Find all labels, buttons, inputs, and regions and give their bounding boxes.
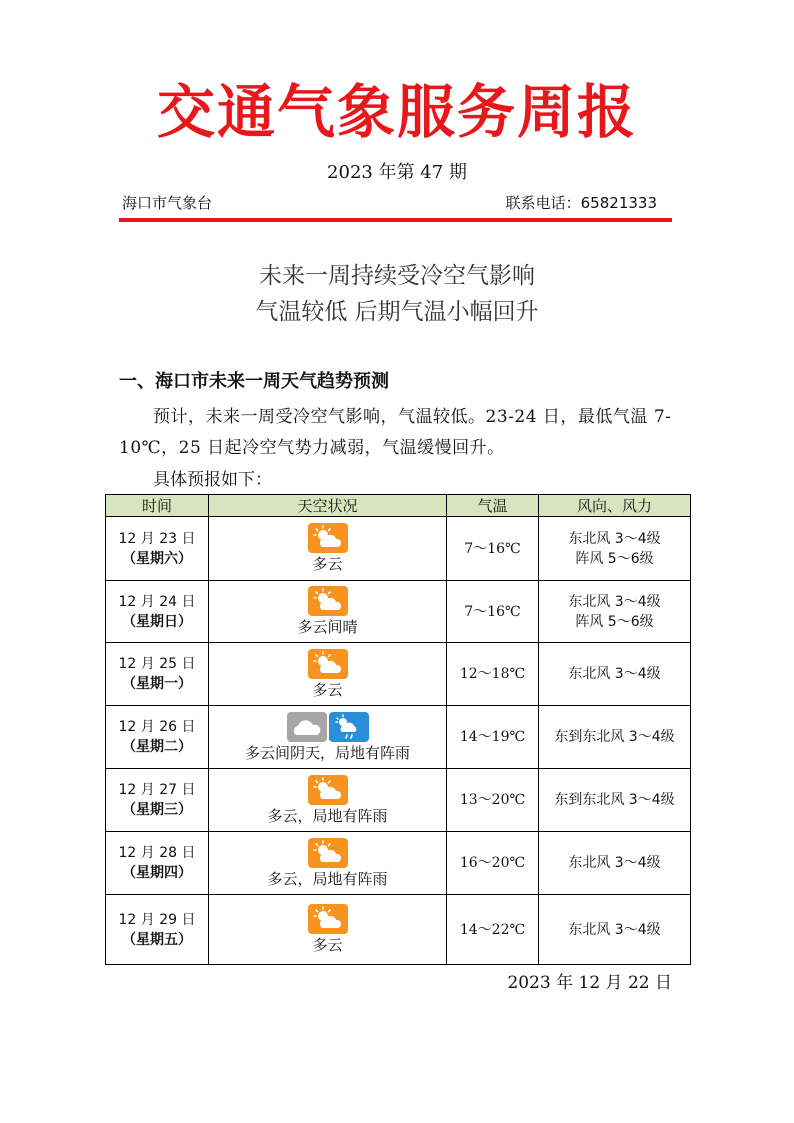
section-heading: 一、海口市未来一周天气趋势预测 <box>119 371 389 392</box>
weekday-text: （星期六） <box>122 550 192 567</box>
sun-shower-icon <box>329 712 369 742</box>
date-text: 12 月 27 日 <box>118 782 196 798</box>
wind-text: 东北风 3～4级 <box>568 530 661 547</box>
issue-number: 2023 年第 47 期 <box>327 162 467 183</box>
wind-cell <box>539 517 691 581</box>
sky-cell <box>209 581 447 643</box>
table-row <box>106 581 691 643</box>
sky-cell <box>209 643 447 706</box>
wind-text: 东北风 3～4级 <box>568 593 661 610</box>
header-temp: 气温 <box>447 495 539 517</box>
date-text: 12 月 26 日 <box>118 719 196 735</box>
temperature-cell: 16～20℃ <box>447 832 539 895</box>
date-text: 12 月 23 日 <box>118 530 196 547</box>
gust-text: 阵风 5～6级 <box>575 550 654 567</box>
weekday-text: （星期四） <box>122 865 192 881</box>
partly-cloudy-icon <box>308 586 348 616</box>
temperature-cell: 13～20℃ <box>447 769 539 832</box>
header-time: 时间 <box>106 495 209 517</box>
table-header-row <box>106 495 691 517</box>
date-cell <box>106 832 209 895</box>
weekday-text: （星期一） <box>122 676 192 692</box>
issue-date: 2023 年 12 月 22 日 <box>507 973 672 993</box>
temperature-cell: 7～16℃ <box>447 581 539 643</box>
temperature-cell: 14～19℃ <box>447 706 539 769</box>
weather-icons <box>209 586 446 616</box>
date-cell <box>106 769 209 832</box>
temperature-cell: 12～18℃ <box>447 643 539 706</box>
sky-cell <box>209 706 447 769</box>
overcast-icon <box>287 712 327 742</box>
sky-cell <box>209 832 447 895</box>
weekday-text: （星期二） <box>122 739 192 755</box>
date-cell <box>106 581 209 643</box>
weather-icons <box>209 649 446 679</box>
partly-cloudy-icon <box>308 649 348 679</box>
temperature-cell: 14～22℃ <box>447 895 539 965</box>
temperature-cell: 7～16℃ <box>447 517 539 581</box>
wind-cell <box>539 832 691 895</box>
weather-icons <box>209 838 446 868</box>
sky-cell <box>209 895 447 965</box>
header-divider <box>119 218 672 222</box>
header-wind: 风向、风力 <box>539 495 691 517</box>
wind-cell <box>539 895 691 965</box>
table-row <box>106 769 691 832</box>
partly-cloudy-icon <box>308 523 348 553</box>
table-row <box>106 832 691 895</box>
report-title: 交通气象服务周报 <box>156 78 637 146</box>
sky-cell <box>209 769 447 832</box>
wind-text: 东北风 3～4级 <box>568 921 661 938</box>
wind-cell <box>539 706 691 769</box>
issuing-organization: 海口市气象台 <box>122 194 213 212</box>
date-text: 12 月 28 日 <box>118 845 196 861</box>
sky-cell <box>209 517 447 581</box>
partly-cloudy-icon <box>308 838 348 868</box>
date-cell <box>106 643 209 706</box>
weekday-text: （星期三） <box>122 802 192 818</box>
wind-cell <box>539 643 691 706</box>
wind-text: 东北风 3～4级 <box>568 855 661 871</box>
sky-condition: 多云间晴 <box>297 618 358 636</box>
sky-condition: 多云 <box>312 936 343 954</box>
gust-text: 阵风 5～6级 <box>575 613 654 630</box>
date-cell <box>106 706 209 769</box>
date-cell <box>106 895 209 965</box>
wind-cell <box>539 581 691 643</box>
date-text: 12 月 29 日 <box>118 911 196 928</box>
table-row <box>106 895 691 965</box>
sky-condition: 多云，局地有阵雨 <box>267 869 388 888</box>
partly-cloudy-icon <box>308 775 348 805</box>
partly-cloudy-icon <box>308 904 348 934</box>
weather-icons <box>209 523 446 553</box>
weather-icons <box>209 775 446 805</box>
weekday-text: （星期日） <box>122 613 192 630</box>
sky-condition: 多云 <box>312 680 343 699</box>
date-text: 12 月 25 日 <box>118 656 196 672</box>
forecast-paragraph: 预计，未来一周受冷空气影响，气温较低。23-24 日，最低气温 7-10℃，25 日起冷空气势力减弱，气温缓慢回升。 <box>119 407 672 458</box>
contact-phone: 联系电话：65821333 <box>505 194 657 212</box>
wind-text: 东到东北风 3～4级 <box>554 729 675 745</box>
sky-condition: 多云间阴天，局地有阵雨 <box>244 743 410 762</box>
forecast-intro: 具体预报如下： <box>153 470 272 490</box>
weather-icons <box>209 904 446 934</box>
table-row <box>106 706 691 769</box>
sky-condition: 多云，局地有阵雨 <box>267 806 388 825</box>
headline-line-2: 气温较低 后期气温小幅回升 <box>255 299 539 325</box>
date-cell <box>106 517 209 581</box>
headline-line-1: 未来一周持续受冷空气影响 <box>259 263 535 289</box>
header-sky: 天空状况 <box>209 495 447 517</box>
weekday-text: （星期五） <box>122 931 192 948</box>
forecast-table <box>105 494 691 965</box>
table-row <box>106 643 691 706</box>
sky-condition: 多云 <box>312 555 343 573</box>
table-row <box>106 517 691 581</box>
weather-icons <box>209 712 446 742</box>
wind-text: 东北风 3～4级 <box>568 666 661 682</box>
date-text: 12 月 24 日 <box>118 593 196 610</box>
wind-cell <box>539 769 691 832</box>
wind-text: 东到东北风 3～4级 <box>554 792 675 808</box>
